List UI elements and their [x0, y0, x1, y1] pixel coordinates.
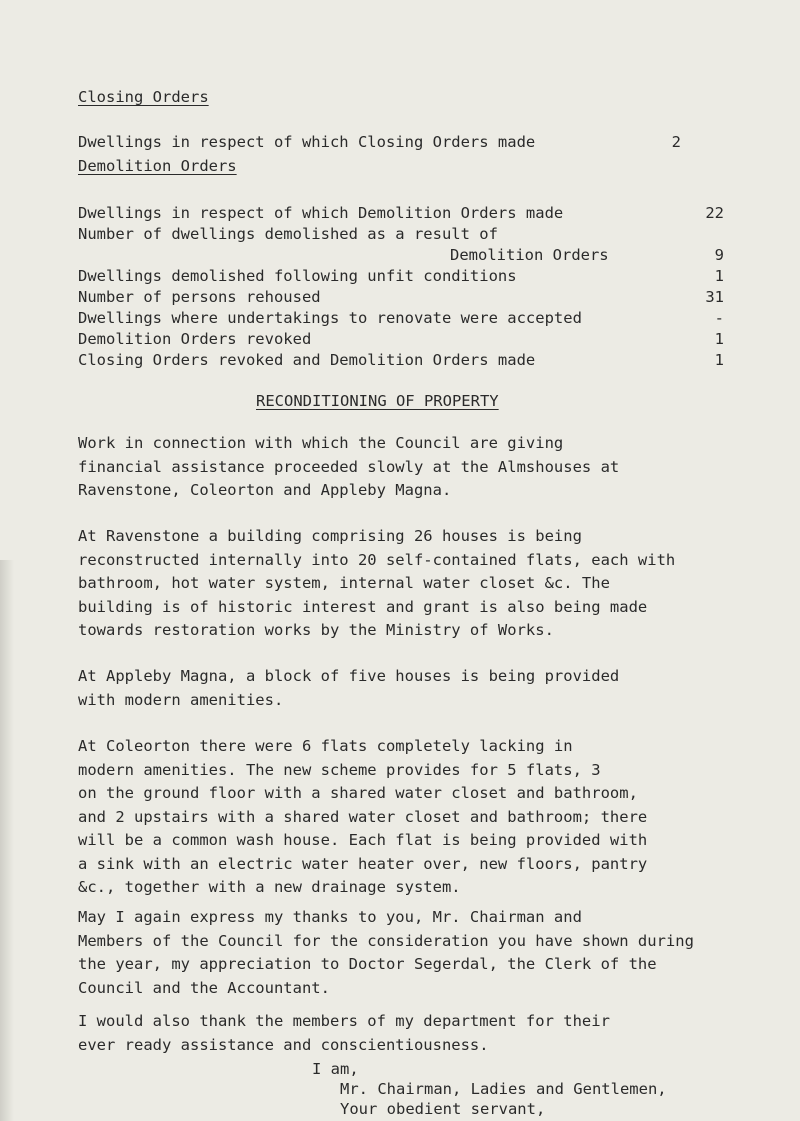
paragraph [78, 665, 748, 712]
paragraph [78, 525, 748, 643]
text-line: I would also thank the members of my department for their [78, 1012, 610, 1030]
reconditioning-heading: RECONDITIONING OF PROPERTY [256, 392, 499, 410]
text-line: At Ravenstone a building comprising 26 houses is being [78, 527, 582, 545]
closing-orders-row-value: 2 [671, 133, 681, 151]
text-line: modern amenities. The new scheme provides for 5 flats, 3 [78, 760, 601, 779]
text-line: Ravenstone, Coleorton and Appleby Magna. [78, 481, 452, 499]
demolition-row-value: 9 [714, 246, 724, 264]
demolition-row-label: Demolition Orders revoked [78, 330, 312, 348]
text-line: and 2 upstairs with a shared water closet and bathroom; there [78, 807, 648, 826]
text-line: &c., together with a new drainage system. [78, 878, 461, 896]
closing-line: Your obedient servant, [340, 1100, 546, 1118]
text-line: with modern amenities. [78, 690, 284, 709]
paragraph [78, 906, 748, 1000]
demolition-row-label: Dwellings where undertakings to renovate were accepted [78, 309, 582, 327]
text-line: reconstructed internally into 20 self-contained flats, each with [78, 550, 676, 569]
paragraph [78, 1010, 748, 1057]
text-line: a sink with an electric water heater over, new floors, pantry [78, 854, 648, 873]
text-line: Members of the Council for the consideration you have shown during [78, 931, 694, 950]
closing-line: Mr. Chairman, Ladies and Gentlemen, [340, 1080, 667, 1098]
demolition-row-label: Dwellings demolished following unfit conditions [78, 267, 517, 285]
demolition-row-label: Closing Orders revoked and Demolition Orders made [78, 351, 536, 369]
text-line: financial assistance proceeded slowly at the Almshouses at [78, 457, 620, 476]
demolition-row-value: - [714, 309, 724, 327]
text-line: Work in connection with which the Council are giving [78, 434, 564, 452]
text-line: Council and the Accountant. [78, 978, 330, 997]
paragraph [78, 735, 748, 900]
demolition-row-label: Dwellings in respect of which Demolition Orders made [78, 204, 564, 222]
text-line: bathroom, hot water system, internal water closet &c. The [78, 574, 610, 592]
demolition-row-label: Number of dwellings demolished as a result of [78, 225, 498, 243]
scan-edge-shadow [0, 560, 14, 1121]
closing-line: I am, [312, 1060, 359, 1078]
closing-orders-heading: Closing Orders [78, 88, 209, 106]
demolition-row-label: Demolition Orders [450, 246, 609, 264]
text-line: May I again express my thanks to you, Mr. Chairman and [78, 908, 582, 926]
text-line: towards restoration works by the Ministry of Works. [78, 621, 554, 639]
closing-orders-row-label: Dwellings in respect of which Closing Orders made [78, 133, 536, 151]
text-line: At Appleby Magna, a block of five houses is being provided [78, 667, 620, 685]
text-line: the year, my appreciation to Doctor Segerdal, the Clerk of the [78, 955, 657, 973]
demolition-row-value: 22 [705, 204, 724, 222]
text-line: on the ground floor with a shared water closet and bathroom, [78, 784, 638, 802]
text-line: At Coleorton there were 6 flats completely lacking in [78, 737, 573, 755]
demolition-row-value: 1 [714, 351, 724, 369]
demolition-orders-heading: Demolition Orders [78, 157, 237, 175]
demolition-row-value: 31 [705, 288, 724, 306]
demolition-row-value: 1 [714, 330, 724, 348]
text-line: ever ready assistance and conscientiousness. [78, 1035, 489, 1054]
text-line: building is of historic interest and grant is also being made [78, 597, 648, 616]
text-line: will be a common wash house. Each flat is being provided with [78, 831, 648, 849]
demolition-row-value: 1 [714, 267, 724, 285]
demolition-row-label: Number of persons rehoused [78, 288, 321, 306]
paragraph [78, 432, 748, 503]
